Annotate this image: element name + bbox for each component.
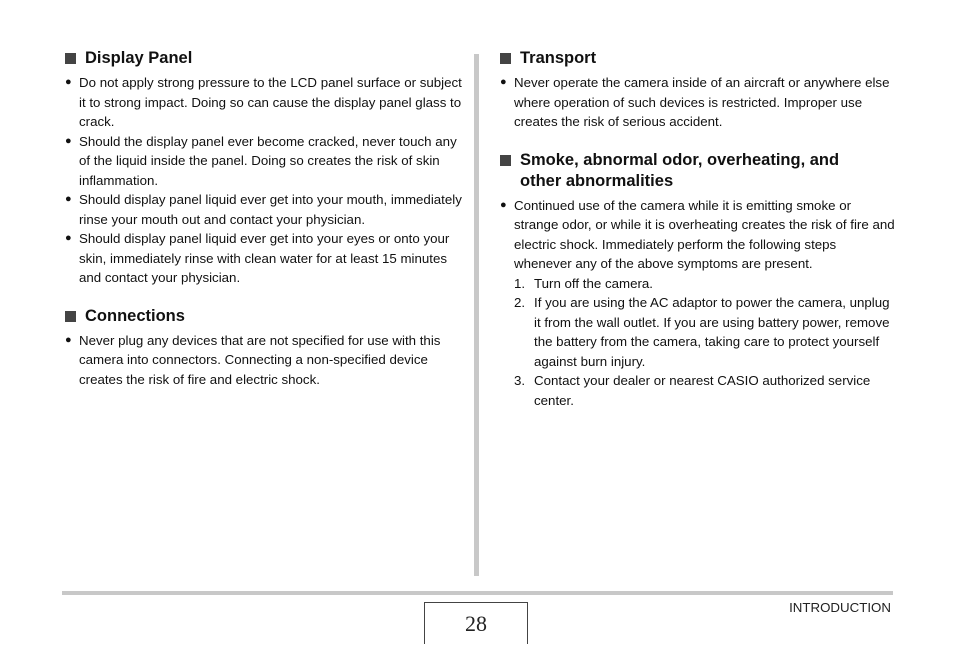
square-bullet-icon bbox=[65, 311, 76, 322]
list-item: ● Continued use of the camera while it is emitting smoke or strange odor, or while it is overheating creates the risk of fire and electric shock. Immediately perform the following steps whenever any of the above symptoms are present. bbox=[500, 197, 895, 271]
section-display-panel bbox=[62, 48, 462, 288]
column-divider bbox=[474, 54, 479, 576]
step-item: 1. Turn off the camera. bbox=[514, 275, 653, 291]
square-bullet-icon bbox=[65, 53, 76, 64]
list-item: ● Should the display panel ever become cracked, never touch any of the liquid inside the panel. Doing so creates the risk of skin inflammation. bbox=[65, 133, 457, 188]
bullet-list bbox=[497, 196, 897, 274]
bullet-list bbox=[497, 73, 897, 132]
section-heading: Transport bbox=[497, 48, 897, 69]
section-heading: Display Panel bbox=[62, 48, 462, 69]
bullet-list bbox=[62, 73, 462, 288]
bullet-icon: ● bbox=[65, 232, 72, 244]
section-label: INTRODUCTION bbox=[789, 600, 891, 615]
bullet-icon: ● bbox=[65, 134, 72, 147]
bullet-icon: ● bbox=[65, 193, 72, 205]
right-column bbox=[497, 48, 897, 428]
footer-rule bbox=[62, 591, 893, 595]
step-item: 3. Contact your dealer or nearest CASIO authorized service center. bbox=[514, 373, 871, 408]
section-heading: Smoke, abnormal odor, overheating, and other abnormalities bbox=[497, 150, 897, 192]
bullet-icon: ● bbox=[500, 198, 507, 211]
list-item: ● Should display panel liquid ever get into your mouth, immediately rinse your mouth out and contact your physician. bbox=[65, 192, 462, 227]
list-item: ● Never operate the camera inside of an aircraft or anywhere else where operation of such devices is restricted. Improper use creates the risk of serious accident. bbox=[500, 75, 890, 129]
left-column bbox=[62, 48, 462, 407]
section-connections bbox=[62, 306, 462, 390]
bullet-icon: ● bbox=[65, 76, 72, 88]
square-bullet-icon bbox=[500, 53, 511, 64]
list-item: ● Should display panel liquid ever get into your eyes or onto your skin, immediately rinse with clean water for at least 15 minutes and contact your physician. bbox=[65, 231, 450, 285]
page-number: 28 bbox=[424, 602, 528, 644]
numbered-steps bbox=[497, 274, 897, 411]
step-item: 2. If you are using the AC adaptor to power the camera, unplug it from the wall outlet. If you are using battery power, remove the battery from the camera, taking care to protect yourself against burn injury. bbox=[514, 295, 890, 369]
section-smoke-abnormalities bbox=[497, 150, 897, 411]
square-bullet-icon bbox=[500, 155, 511, 166]
section-transport bbox=[497, 48, 897, 132]
section-heading: Connections bbox=[62, 306, 462, 327]
bullet-list bbox=[62, 331, 462, 390]
list-item: ● Never plug any devices that are not specified for use with this camera into connectors. Connecting a non-specified device creates the risk of fire and electric shock. bbox=[65, 332, 441, 387]
list-item: ● Do not apply strong pressure to the LCD panel surface or subject it to strong impact. Doing so can cause the display panel glass to crack. bbox=[65, 75, 462, 129]
bullet-icon: ● bbox=[500, 76, 507, 88]
bullet-icon: ● bbox=[65, 333, 72, 346]
